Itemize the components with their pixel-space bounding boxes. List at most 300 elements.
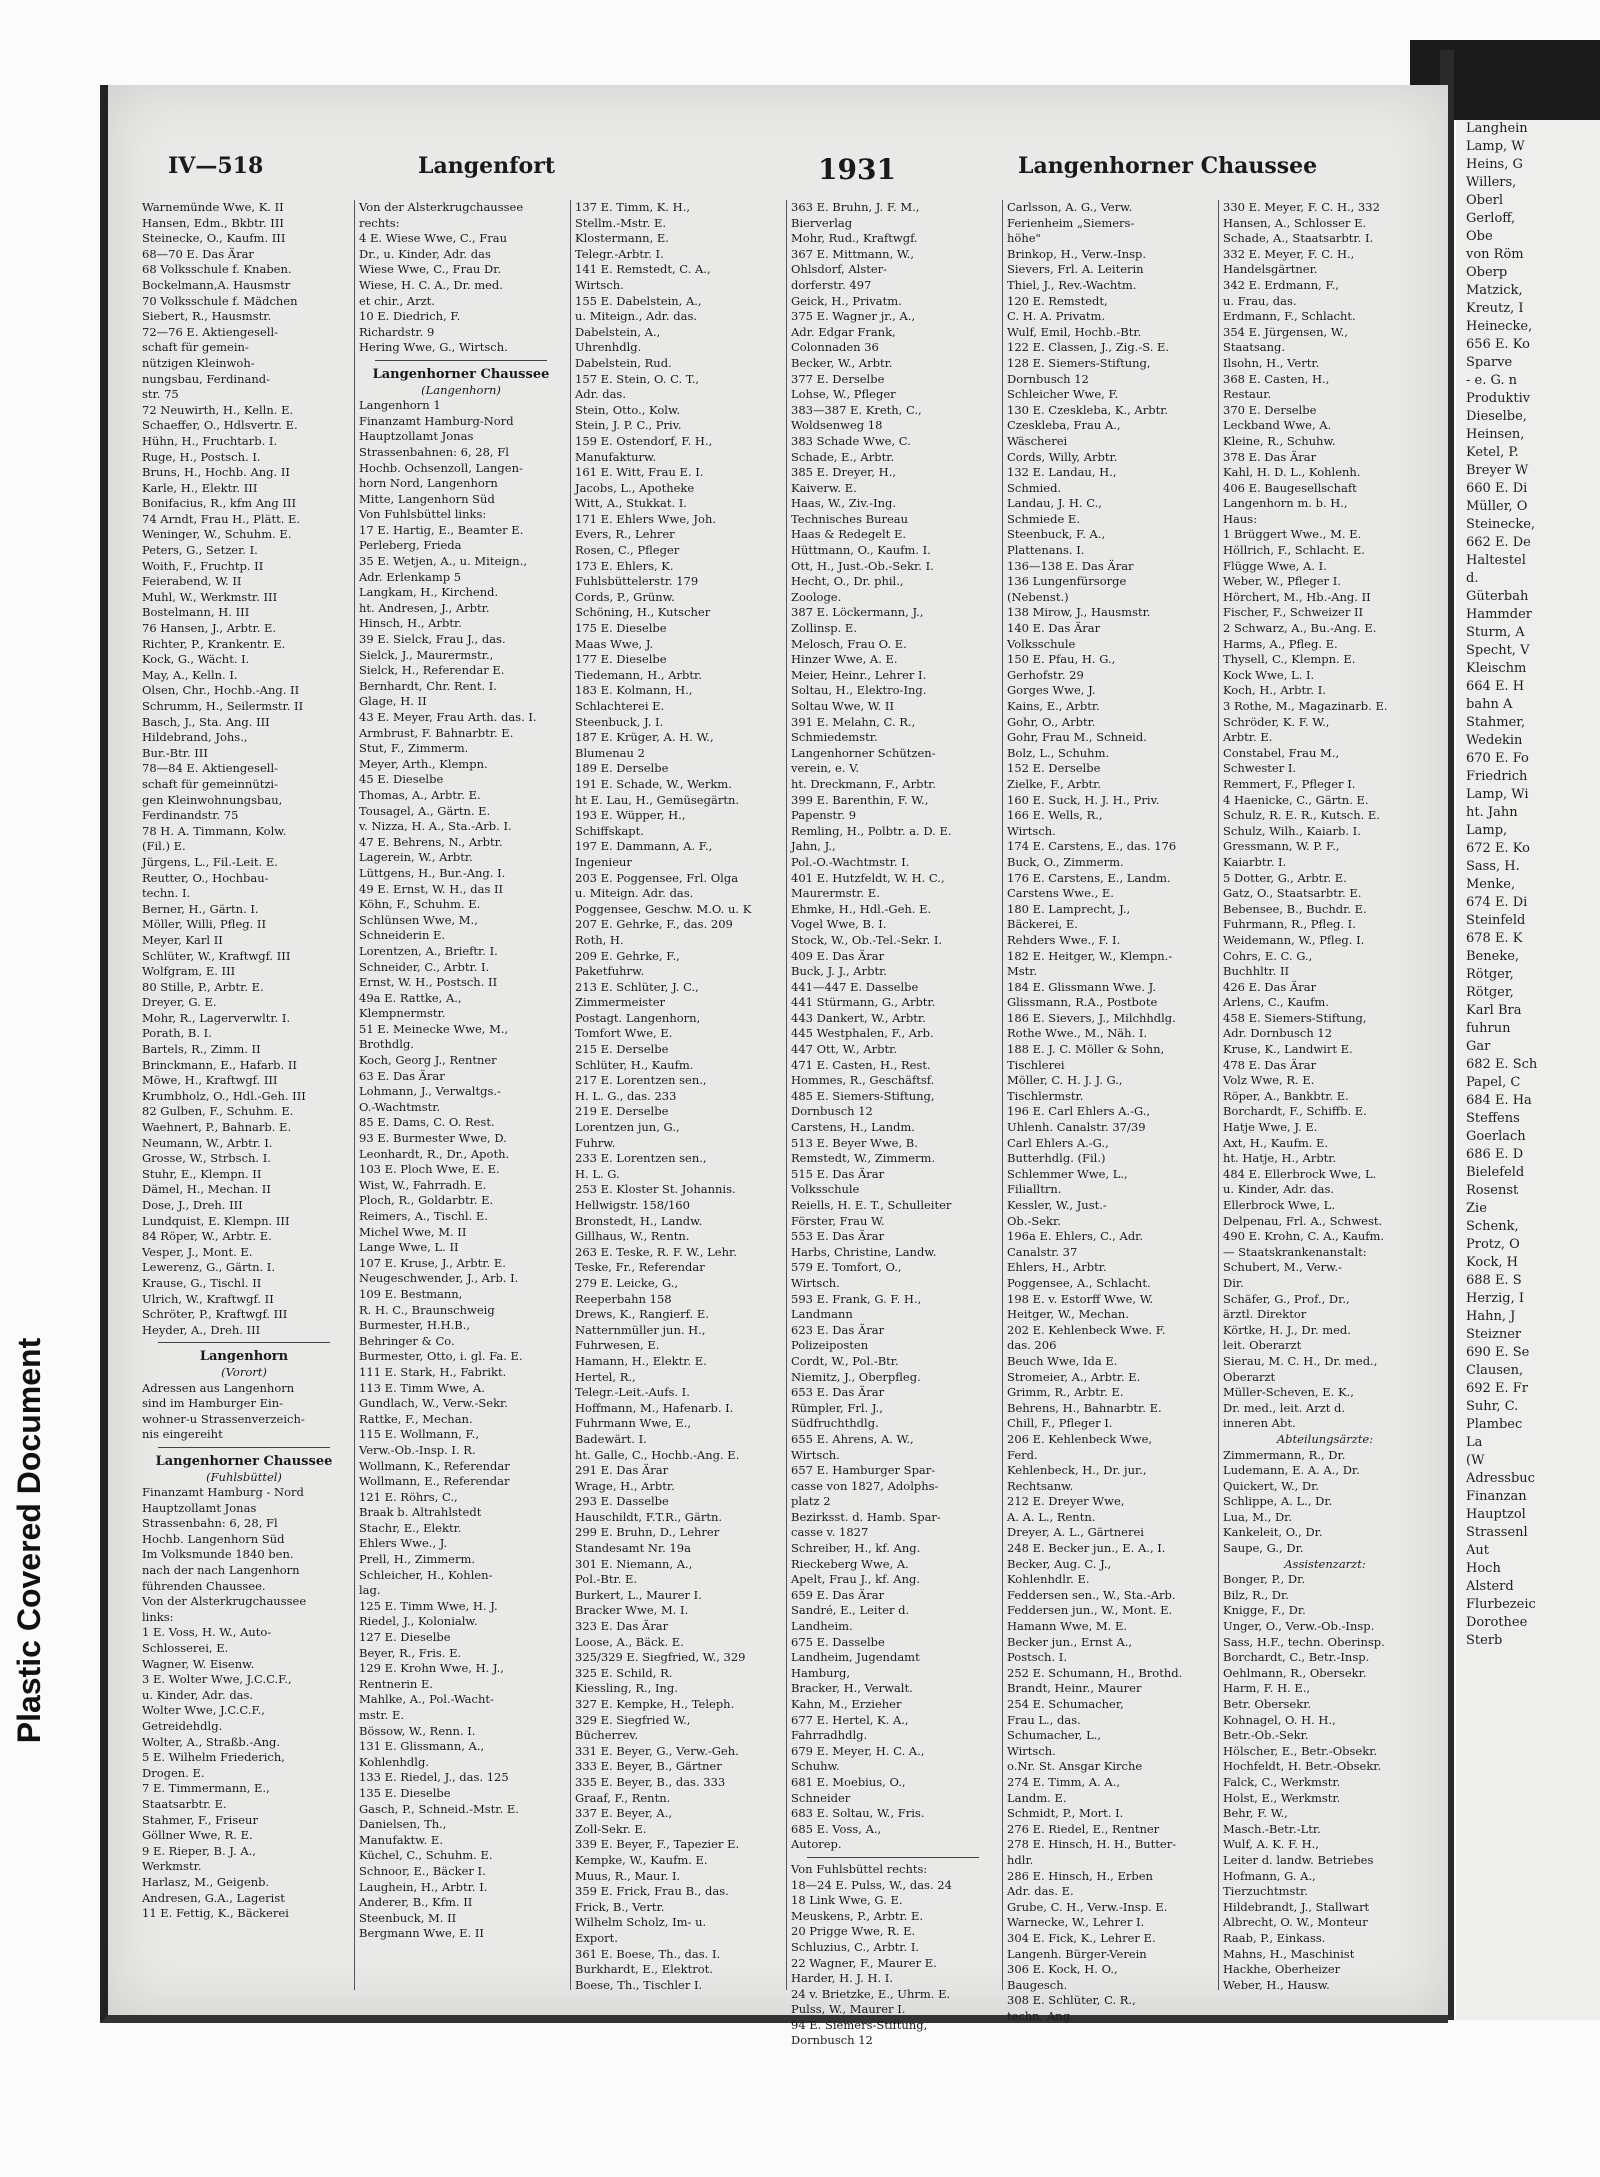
directory-entry: führenden Chaussee. xyxy=(142,1578,266,1593)
directory-entry: Warnecke, W., Lehrer I. xyxy=(1007,1915,1145,1930)
directory-entry: Oehlmann, R., Obersekr. xyxy=(1223,1665,1367,1680)
page-header xyxy=(168,145,1428,185)
directory-entry: Karle, H., Elektr. III xyxy=(142,480,258,495)
directory-entry: ht. Hatje, H., Arbtr. xyxy=(1223,1151,1337,1166)
directory-entry: Autorep. xyxy=(791,1837,842,1852)
directory-entry: Arlens, C., Kaufm. xyxy=(1223,995,1329,1010)
directory-entry: 72—76 E. Aktiengesell- xyxy=(142,324,279,339)
directory-entry: Neumann, W., Arbtr. I. xyxy=(142,1135,273,1150)
directory-entry: Remling, H., Polbtr. a. D. E. xyxy=(791,823,952,838)
directory-entry: Koch, H., Arbtr. I. xyxy=(1223,683,1326,698)
directory-entry: — Staatskrankenanstalt: xyxy=(1223,1244,1367,1259)
directory-entry: 375 E. Wagner jr., A., xyxy=(791,309,916,324)
directory-entry: 207 E. Gehrke, F., das. 209 xyxy=(575,917,733,932)
directory-entry: 293 E. Dasselbe xyxy=(575,1494,669,1509)
directory-entry: Anderer, B., Kfm. II xyxy=(359,1895,473,1910)
directory-entry: Dabelstein, Rud. xyxy=(575,355,672,370)
next-page-fragment-line: Strassenl xyxy=(1466,1525,1528,1540)
next-page-fragment-line: Papel, C xyxy=(1466,1075,1521,1090)
side-label xyxy=(10,1270,50,1810)
directory-entry: Kohnagel, O. H. H., xyxy=(1223,1712,1336,1727)
directory-entry: Maas Wwe, J. xyxy=(575,636,654,651)
directory-entry: Von der Alsterkrugchaussee xyxy=(142,1594,307,1609)
directory-entry: 18 Link Wwe, G. E. xyxy=(791,1893,903,1908)
directory-entry: 63 E. Das Ärar xyxy=(359,1068,445,1083)
directory-entry: Küchel, C., Schuhm. E. xyxy=(359,1848,493,1863)
directory-entry: 367 E. Mittmann, W., xyxy=(791,246,915,261)
directory-entry: Dose, J., Dreh. III xyxy=(142,1198,243,1212)
directory-entry: Oberarzt xyxy=(1223,1369,1276,1384)
directory-entry: Zollinsp. E. xyxy=(791,621,857,636)
next-page-fragment-line: Kleischm xyxy=(1466,661,1527,676)
next-page-fragment-line: Gar xyxy=(1466,1039,1491,1054)
directory-entry: Remmert, F., Pfleger I. xyxy=(1223,776,1356,791)
directory-entry: Grosse, W., Strbsch. I. xyxy=(142,1151,271,1166)
directory-entry: 189 E. Derselbe xyxy=(575,761,669,776)
directory-entry: 74 Arndt, Frau H., Plätt. E. xyxy=(142,511,301,526)
directory-entry: Wulf, A. K. F. H., xyxy=(1223,1837,1319,1852)
directory-entry: 4 E. Wiese Wwe, C., Frau xyxy=(359,231,508,246)
next-page-fragment-line: Specht, V xyxy=(1466,643,1530,658)
directory-entry: Saupe, G., Dr. xyxy=(1223,1541,1304,1556)
directory-entry: 254 E. Schumacher, xyxy=(1007,1697,1124,1711)
directory-entry: Krumbholz, O., Hdl.-Geh. III xyxy=(142,1088,306,1103)
next-page-fragment-line: d. xyxy=(1466,571,1479,586)
directory-entry: 7 E. Timmermann, E., xyxy=(142,1781,270,1796)
directory-entry: 426 E. Das Ärar xyxy=(1223,979,1317,994)
directory-entry: Mohr, Rud., Kraftwgf. xyxy=(791,231,918,246)
directory-entry: Niemitz, J., Oberpfleg. xyxy=(791,1369,921,1384)
next-page-fragment-line: 684 E. Ha xyxy=(1466,1093,1532,1108)
next-page-fragment-line: Hoch xyxy=(1466,1561,1501,1576)
directory-entry: Röper, A., Bankbtr. E. xyxy=(1223,1088,1349,1103)
directory-columns xyxy=(138,200,1438,2048)
directory-entry: Weber, W., Pfleger I. xyxy=(1223,574,1341,589)
directory-entry: Schaeffer, O., Hdlsvertr. E. xyxy=(142,418,298,433)
directory-entry: Steenbuck, F. A., xyxy=(1007,527,1106,542)
directory-entry: 176 E. Carstens, E., Landm. xyxy=(1007,870,1171,885)
directory-entry: Haas & Redegelt E. xyxy=(791,527,906,542)
directory-entry: Reutter, O., Hochbau- xyxy=(142,870,269,885)
directory-entry: Hauptzollamt Jonas xyxy=(359,429,474,444)
next-page-fragment-line: Alsterd xyxy=(1466,1579,1514,1594)
next-page-fragment-line: 682 E. Sch xyxy=(1466,1057,1538,1072)
directory-entry: Becker jun., Ernst A., xyxy=(1007,1634,1133,1649)
next-page-fragment-line: Goerlach xyxy=(1466,1129,1526,1144)
directory-entry: Tierzuchtmstr. xyxy=(1223,1884,1308,1899)
directory-entry: 361 E. Boese, Th., das. I. xyxy=(575,1946,721,1961)
directory-entry: Olsen, Chr., Hochb.-Ang. II xyxy=(142,683,300,698)
directory-entry: Fuhrwesen, E. xyxy=(575,1338,660,1353)
section-subheading: (Fuhlsbüttel) xyxy=(206,1469,282,1484)
directory-entry: 113 E. Timm Wwe, A. xyxy=(359,1380,485,1395)
directory-entry: 10 E. Diedrich, F. xyxy=(359,309,461,324)
directory-entry: Schlosserei, E. xyxy=(142,1641,229,1656)
directory-entry: Kempke, W., Kaufm. E. xyxy=(575,1852,708,1867)
directory-entry: Wollmann, K., Referendar xyxy=(359,1458,510,1473)
directory-entry: 387 E. Löckermann, J., xyxy=(791,605,924,620)
directory-entry: Bössow, W., Renn. I. xyxy=(359,1723,476,1738)
directory-entry: Stuhr, E., Klempn. II xyxy=(142,1166,262,1181)
next-page-fragment-line: 656 E. Ko xyxy=(1466,337,1530,352)
directory-entry: Hölscher, E., Betr.-Obsekr. xyxy=(1223,1743,1378,1758)
next-page-fragment-line: - e. G. n xyxy=(1466,373,1518,388)
directory-entry: 217 E. Lorentzen sen., xyxy=(575,1073,707,1088)
directory-entry: 471 E. Casten, H., Rest. xyxy=(791,1057,931,1072)
directory-entry: 3 E. Wolter Wwe, J.C.C.F., xyxy=(142,1672,292,1687)
directory-entry: 3 Rothe, M., Magazinarb. E. xyxy=(1223,699,1388,713)
directory-entry: Lua, M., Dr. xyxy=(1223,1509,1293,1524)
directory-entry: Geick, H., Privatm. xyxy=(791,293,902,308)
directory-entry: 274 E. Timm, A. A., xyxy=(1007,1774,1121,1789)
directory-entry: Schuhw. xyxy=(791,1759,840,1774)
directory-entry: Technisches Bureau xyxy=(791,511,909,526)
directory-entry: Wirtsch. xyxy=(791,1447,840,1462)
directory-entry: Lüttgens, H., Bur.-Ang. I. xyxy=(359,865,506,880)
next-page-fragment-line: 670 E. Fo xyxy=(1466,751,1529,766)
directory-entry: Pol.-Btr. E. xyxy=(575,1572,638,1587)
directory-entry: Holst, E., Werkmstr. xyxy=(1223,1790,1341,1805)
next-page-fragment-line: Zie xyxy=(1466,1201,1487,1216)
next-page-fragment-line: Willers, xyxy=(1466,175,1517,190)
directory-entry: 24 v. Brietzke, E., Uhrm. E. xyxy=(791,1986,951,2001)
next-page-fragment-line: Karl Bra xyxy=(1466,1003,1522,1018)
section-subheading: Abteilungsärzte: xyxy=(1276,1431,1374,1446)
directory-entry: 203 E. Poggensee, Frl. Olga xyxy=(575,870,739,885)
directory-entry: Thysell, C., Klempn. E. xyxy=(1223,652,1356,667)
directory-entry: Steenbuck, M. II xyxy=(359,1910,457,1925)
directory-entry: 657 E. Hamburger Spar- xyxy=(791,1463,936,1478)
directory-entry: Bracker, H., Verwalt. xyxy=(791,1681,913,1696)
directory-entry: 103 E. Ploch Wwe, E. E. xyxy=(359,1162,500,1177)
directory-entry: Hinzer Wwe, A. E. xyxy=(791,652,898,667)
directory-entry: 141 E. Remstedt, C. A., xyxy=(575,262,711,277)
directory-entry: 485 E. Siemers-Stiftung, xyxy=(791,1088,935,1103)
directory-entry: Werkmstr. xyxy=(142,1859,202,1874)
directory-entry: Hering Wwe, G., Wirtsch. xyxy=(359,340,508,355)
directory-entry: Tischlerei xyxy=(1007,1057,1065,1072)
right-running-title: Langenhorner Chaussee xyxy=(1018,153,1318,179)
directory-entry: Wolter, A., Straßb.-Ang. xyxy=(142,1734,281,1749)
directory-entry: Manufakturw. xyxy=(575,449,657,464)
directory-entry: Grimm, R., Arbtr. E. xyxy=(1007,1385,1124,1400)
directory-entry: 623 E. Das Ärar xyxy=(791,1322,885,1337)
directory-entry: Michel Wwe, M. II xyxy=(359,1224,467,1239)
side-label-text: Plastic Covered Document xyxy=(11,1337,48,1743)
directory-entry: 82 Gulben, F., Schuhm. E. xyxy=(142,1104,294,1119)
directory-entry: Blumenau 2 xyxy=(575,745,645,760)
directory-entry: 553 E. Das Ärar xyxy=(791,1229,885,1244)
directory-entry: Schiffskapt. xyxy=(575,823,644,838)
directory-entry: Meyer, Karl II xyxy=(142,932,223,947)
directory-entry: Langkam, H., Kirchend. xyxy=(359,585,499,600)
directory-entry: Soltau Wwe, W. II xyxy=(791,699,895,713)
directory-entry: Volksschule xyxy=(791,1182,860,1197)
directory-entry: Tomfort Wwe, E. xyxy=(575,1026,673,1041)
directory-entry: H. L. G. xyxy=(575,1166,620,1181)
directory-entry: Wilhelm Scholz, Im- u. xyxy=(575,1915,707,1930)
directory-entry: Kehlenbeck, H., Dr. jur., xyxy=(1007,1463,1147,1478)
directory-entry: Carstens Wwe., E. xyxy=(1007,886,1114,901)
directory-entry: Körtke, H. J., Dr. med. xyxy=(1223,1322,1351,1337)
directory-entry: Rümpler, Frl. J., xyxy=(791,1400,883,1415)
next-page-fragment-line: Friedrich xyxy=(1466,769,1528,784)
directory-entry: das. 206 xyxy=(1007,1338,1057,1353)
directory-entry: Müller-Scheven, E. K., xyxy=(1223,1385,1354,1400)
directory-entry: Behrens, H., Bahnarbtr. E. xyxy=(1007,1400,1162,1415)
directory-entry: 1 Brüggert Wwe., M. E. xyxy=(1223,527,1362,542)
directory-entry: Teske, Fr., Referendar xyxy=(575,1260,705,1275)
directory-entry: 276 E. Riedel, E., Rentner xyxy=(1007,1821,1160,1836)
directory-entry: u. Miteign. Adr. das. xyxy=(575,886,694,901)
section-divider xyxy=(375,360,547,361)
next-page-fragment-line: 674 E. Di xyxy=(1466,895,1528,910)
directory-entry: Kaiverw. E. xyxy=(791,480,857,495)
directory-entry: 378 E. Das Ärar xyxy=(1223,449,1317,464)
next-page-fragment-line: Lamp, Wi xyxy=(1466,787,1529,802)
directory-entry: 219 E. Derselbe xyxy=(575,1104,669,1119)
directory-entry: 85 E. Dams, C. O. Rest. xyxy=(359,1115,495,1130)
directory-entry: Siebert, R., Hausmstr. xyxy=(142,309,272,324)
directory-entry: Strassenbahn: 6, 28, Fl xyxy=(142,1516,278,1531)
directory-entry: 233 E. Lorentzen sen., xyxy=(575,1151,707,1166)
directory-entry: Meuskens, P., Arbtr. E. xyxy=(791,1908,924,1923)
directory-entry: u. Kinder, Adr. das. xyxy=(1223,1182,1335,1197)
directory-entry: Schneider, C., Arbtr. I. xyxy=(359,959,490,974)
directory-entry: 368 E. Casten, H., xyxy=(1223,371,1330,386)
directory-entry: Jürgens, L., Fil.-Leit. E. xyxy=(142,854,278,869)
directory-page xyxy=(100,85,1448,2048)
directory-entry: 685 E. Voss, A., xyxy=(791,1821,882,1836)
directory-entry: Krause, G., Tischl. II xyxy=(142,1275,262,1290)
directory-entry: Stein, J. P. C., Priv. xyxy=(575,418,682,433)
directory-entry: Wrage, H., Arbtr. xyxy=(575,1478,675,1493)
directory-entry: Ott, H., Just.-Ob.-Sekr. I. xyxy=(791,558,934,573)
directory-entry: Basch, J., Sta. Ang. III xyxy=(142,714,270,729)
directory-entry: Von der Alsterkrugchaussee xyxy=(359,200,524,214)
directory-entry: 342 E. Erdmann, F., xyxy=(1223,277,1339,292)
directory-entry: 125 E. Timm Wwe, H. J. xyxy=(359,1598,498,1613)
directory-entry: Papenstr. 9 xyxy=(791,808,857,823)
directory-entry: Cords, P., Grünw. xyxy=(575,589,675,604)
directory-entry: Hochb. Langenhorn Süd xyxy=(142,1531,285,1546)
directory-entry: Brinckmann, E., Hafarb. II xyxy=(142,1057,297,1072)
directory-entry: Lohmann, J., Verwaltgs.- xyxy=(359,1084,501,1099)
directory-entry: 490 E. Krohn, C. A., Kaufm. xyxy=(1223,1229,1385,1244)
next-page-fragment-line: Heinsen, xyxy=(1466,427,1525,442)
directory-entry: Thiel, J., Rev.-Wachtm. xyxy=(1007,277,1137,292)
directory-entry: Glage, H. II xyxy=(359,694,427,709)
directory-entry: Restaur. xyxy=(1223,387,1272,402)
directory-entry: Schumacher, L., xyxy=(1007,1728,1102,1743)
directory-entry: 325 E. Schild, R. xyxy=(575,1665,673,1680)
directory-entry: Vesper, J., Mont. E. xyxy=(142,1244,253,1259)
directory-entry: Hüttmann, O., Kaufm. I. xyxy=(791,543,931,558)
directory-entry: Lorentzen jun, G., xyxy=(575,1120,680,1135)
directory-entry: Glissmann, R.A., Postbote xyxy=(1007,995,1158,1010)
directory-entry: 354 E. Jürgensen, W., xyxy=(1223,324,1348,339)
directory-entry: Raab, P., Einkass. xyxy=(1223,1930,1326,1945)
directory-entry: Haus: xyxy=(1223,511,1258,526)
directory-entry: 45 E. Dieselbe xyxy=(359,772,444,787)
directory-entry: Reeperbahn 158 xyxy=(575,1291,672,1306)
directory-entry: Poggensee, A., Schlacht. xyxy=(1007,1275,1151,1290)
directory-entry: Kohlenhdlg. xyxy=(359,1754,429,1769)
directory-entry: 329 E. Siegfried W., xyxy=(575,1712,691,1727)
directory-entry: 683 E. Soltau, W., Fris. xyxy=(791,1806,925,1821)
directory-entry: Von Fuhlsbüttel links: xyxy=(359,507,487,522)
directory-entry: 383 Schade Wwe, C. xyxy=(791,433,911,448)
directory-entry: Leiter d. landw. Betriebes xyxy=(1223,1852,1374,1867)
directory-entry: 458 E. Siemers-Stiftung, xyxy=(1223,1010,1367,1025)
next-page-fragment-line: 688 E. S xyxy=(1466,1273,1522,1288)
directory-entry: Porath, B. I. xyxy=(142,1026,212,1041)
next-page-fragment-line: Finanzan xyxy=(1466,1489,1527,1504)
directory-entry: Poggensee, Geschw. M.O. u. K xyxy=(575,901,752,916)
directory-entry: platz 2 xyxy=(791,1494,831,1509)
directory-entry: Steinecke, O., Kaufm. III xyxy=(142,231,286,246)
year-heading: 1931 xyxy=(818,153,896,186)
directory-entry: Adr. das. xyxy=(575,387,626,402)
directory-entry: 445 Westphalen, F., Arb. xyxy=(791,1026,934,1041)
directory-entry: Bolz, L., Schuhm. xyxy=(1007,745,1110,760)
directory-entry: Ellerbrock Wwe, L. xyxy=(1223,1198,1335,1212)
directory-entry: Feddersen sen., W., Sta.-Arb. xyxy=(1007,1587,1176,1602)
directory-entry: 193 E. Wüpper, H., xyxy=(575,808,686,823)
directory-entry: 323 E. Das Ärar xyxy=(575,1619,669,1634)
directory-entry: 299 E. Bruhn, D., Lehrer xyxy=(575,1525,720,1540)
directory-entry: Verw.-Ob.-Insp. I. R. xyxy=(359,1442,476,1457)
directory-entry: Burmester, Otto, i. gl. Fa. E. xyxy=(359,1349,523,1364)
section-divider xyxy=(807,1857,979,1858)
directory-entry: Schlüter, W., Kraftwgf. III xyxy=(142,948,291,963)
directory-entry: Bockelmann,A. Hausmstr xyxy=(142,277,291,292)
directory-entry: Richardstr. 9 xyxy=(359,324,435,339)
directory-entry: Betr.-Ob.-Sekr. xyxy=(1223,1728,1309,1743)
directory-entry: 359 E. Frick, Frau B., das. xyxy=(575,1884,729,1899)
directory-entry: 140 E. Das Ärar xyxy=(1007,621,1101,636)
directory-entry: Becker, W., Arbtr. xyxy=(791,355,893,370)
directory-entry: 184 E. Glissmann Wwe. J. xyxy=(1007,979,1157,994)
next-page-fragment-line: Flurbezeic xyxy=(1466,1597,1536,1612)
directory-entry: Bonifacius, R., kfm Ang III xyxy=(142,496,297,511)
directory-entry: Becker, Aug. C. J., xyxy=(1007,1556,1112,1571)
next-page-fragment-line: Heins, G xyxy=(1466,157,1523,172)
directory-entry: 131 E. Glissmann, A., xyxy=(359,1739,485,1754)
directory-entry: Landheim. xyxy=(791,1619,853,1634)
directory-entry: Finanzamt Hamburg - Nord xyxy=(142,1485,304,1500)
directory-entry: Hackhe, Oberheizer xyxy=(1223,1962,1341,1977)
directory-entry: Hauschildt, F.T.R., Gärtn. xyxy=(575,1509,723,1524)
directory-entry: Ploch, R., Goldarbtr. E. xyxy=(359,1193,494,1208)
directory-entry: Südfruchthdlg. xyxy=(791,1416,879,1431)
directory-entry: Ludemann, E. A. A., Dr. xyxy=(1223,1463,1360,1478)
directory-entry: Staatsarbtr. E. xyxy=(142,1796,227,1811)
directory-entry: 191 E. Schade, W., Werkm. xyxy=(575,776,732,791)
directory-entry: Rechtsanw. xyxy=(1007,1478,1074,1493)
directory-entry: 70 Volksschule f. Mädchen xyxy=(142,293,298,308)
section-subheading: (Vorort) xyxy=(221,1364,267,1379)
directory-entry: Schlüter, H., Kaufm. xyxy=(575,1057,694,1072)
directory-entry: Falck, C., Werkmstr. xyxy=(1223,1774,1341,1789)
section-subheading: Assistenzarzt: xyxy=(1284,1556,1366,1571)
directory-entry: 337 E. Beyer, A., xyxy=(575,1806,673,1821)
directory-entry: 209 E. Gehrke, F., xyxy=(575,948,680,963)
directory-entry: nützigen Kleinwoh- xyxy=(142,355,255,370)
directory-entry: Riedel, J., Kolonialw. xyxy=(359,1614,478,1629)
directory-entry: casse von 1827, Adolphs- xyxy=(791,1478,939,1493)
directory-entry: Lewerenz, G., Gärtn. I. xyxy=(142,1260,275,1275)
directory-entry: Hörchert, M., Hb.-Ang. II xyxy=(1223,589,1371,604)
directory-entry: Jahn, J., xyxy=(791,839,836,854)
directory-entry: 180 E. Lamprecht, J., xyxy=(1007,901,1131,916)
directory-entry: Schnoor, E., Bäcker I. xyxy=(359,1863,486,1878)
next-page-fragment-line: Oberl xyxy=(1466,193,1504,208)
directory-entry: Postagt. Langenhorn, xyxy=(575,1010,701,1025)
directory-entry: 166 E. Wells, R., xyxy=(1007,808,1103,823)
directory-entry: Graaf, F., Rentn. xyxy=(575,1790,671,1805)
directory-entry: May, A., Kelln. I. xyxy=(142,667,238,682)
directory-entry: Hansen, A., Schlosser E. xyxy=(1223,215,1367,230)
directory-entry: rechts: xyxy=(359,215,400,230)
directory-entry: Schmiedemstr. xyxy=(791,730,878,745)
directory-entry: Zoll-Sekr. E. xyxy=(575,1821,647,1836)
directory-entry: Rentnerin E. xyxy=(359,1676,433,1691)
directory-entry: Woith, F., Fruchtp. II xyxy=(142,558,264,573)
directory-entry: Hamann, H., Elektr. E. xyxy=(575,1353,707,1368)
directory-entry: Weber, H., Hausw. xyxy=(1223,1977,1330,1992)
directory-entry: Mitte, Langenhorn Süd xyxy=(359,491,495,506)
directory-entry: 308 E. Schlüter, C. R., xyxy=(1007,1993,1136,2008)
directory-entry: Hamann Wwe, M. E. xyxy=(1007,1619,1128,1634)
directory-entry: Ulrich, W., Kraftwgf. II xyxy=(142,1291,274,1306)
directory-entry: 78—84 E. Aktiengesell- xyxy=(142,761,279,776)
directory-entry: höhe" xyxy=(1007,231,1041,246)
directory-entry: Evers, R., Lehrer xyxy=(575,527,675,542)
directory-entry: Brinkop, H., Verw.-Insp. xyxy=(1007,246,1147,261)
directory-entry: Brothdlg. xyxy=(359,1037,414,1052)
directory-entry: Koch, Georg J., Rentner xyxy=(359,1053,497,1068)
column-3 xyxy=(570,200,783,1990)
directory-entry: ärztl. Direktor xyxy=(1223,1307,1307,1322)
directory-entry: Gerhofstr. 29 xyxy=(1007,667,1084,682)
directory-entry: Buck, J. J., Arbtr. xyxy=(791,964,887,979)
directory-entry: Landheim, Jugendamt xyxy=(791,1650,920,1665)
directory-entry: 339 E. Beyer, F., Tapezier E. xyxy=(575,1837,740,1852)
directory-entry: Lange Wwe, L. II xyxy=(359,1240,459,1255)
directory-entry: schaft für gemein- xyxy=(142,340,249,355)
directory-entry: Fuhlsbüttelerstr. 179 xyxy=(575,574,699,589)
next-page-fragment-line: Adressbuc xyxy=(1466,1471,1535,1486)
directory-entry: Tiedemann, H., Arbtr. xyxy=(575,667,702,682)
directory-entry: v. Nizza, H. A., Sta.-Arb. I. xyxy=(359,819,512,834)
left-running-title: Langenfort xyxy=(418,153,555,179)
directory-entry: 171 E. Ehlers Wwe, Joh. xyxy=(575,511,717,526)
directory-entry: Schlemmer Wwe, L., xyxy=(1007,1166,1128,1181)
directory-entry: 121 E. Röhrs, C., xyxy=(359,1489,458,1504)
directory-entry: 391 E. Melahn, C. R., xyxy=(791,714,916,729)
directory-entry: 187 E. Krüger, A. H. W., xyxy=(575,730,714,745)
next-page-fragment-line: Güterbah xyxy=(1466,589,1529,604)
directory-entry: Feddersen jun., W., Mont. E. xyxy=(1007,1603,1173,1618)
directory-entry: Buchhltr. II xyxy=(1223,964,1290,979)
directory-entry: casse v. 1827 xyxy=(791,1525,869,1540)
directory-entry: Roth, H. xyxy=(575,932,624,947)
directory-entry: Leckband Wwe, A. xyxy=(1223,418,1332,433)
directory-entry: Schleicher, H., Kohlen- xyxy=(359,1567,493,1582)
directory-entry: Lorentzen, A., Brieftr. I. xyxy=(359,943,498,958)
next-page-fragment-line: Hammder xyxy=(1466,607,1532,622)
